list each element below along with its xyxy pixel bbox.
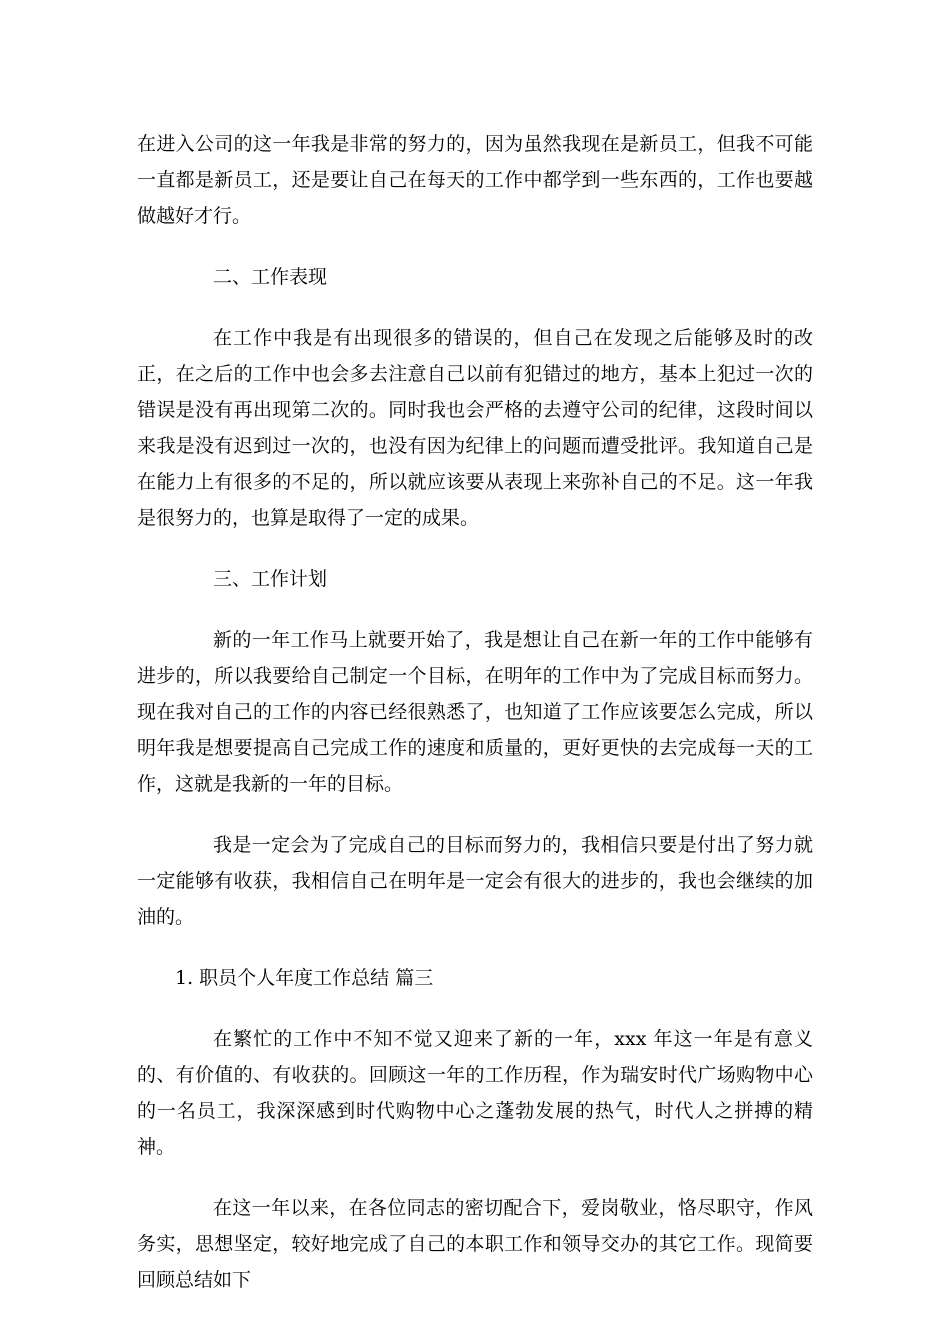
article-heading-part-three: 1. 职员个人年度工作总结 篇三: [175, 967, 434, 989]
document-body: [137, 126, 813, 1323]
paragraph-new-year-review: 在繁忙的工作中不知不觉又迎来了新的一年，xxx 年这一年是有意义的、有价值的、有收获的。回顾这一年的工作历程，作为瑞安时代广场购物中心的一名员工，我深深感到时代购物中心之蓬勃发展的热气，时代人之拼搏的精神。: [137, 1028, 813, 1158]
paragraph-intro: 在进入公司的这一年我是非常的努力的，因为虽然我现在是新员工，但我不可能一直都是新员工，还是要让自己在每天的工作中都学到一些东西的，工作也要越做越好才行。: [137, 133, 813, 227]
paragraph-goal-commitment: 我是一定会为了完成自己的目标而努力的，我相信只要是付出了努力就一定能够有收获，我相信自己在明年是一定会有很大的进步的，我也会继续的加油的。: [137, 834, 813, 928]
section-heading-work-performance: 二、工作表现: [213, 266, 328, 288]
paragraph-work-plan: 新的一年工作马上就要开始了，我是想让自己在新一年的工作中能够有进步的，所以我要给自己制定一个目标，在明年的工作中为了完成目标而努力。现在我对自己的工作的内容已经很熟悉了，也知道了工作应该要怎么完成，所以明年我是想要提高自己完成工作的速度和质量的，更好更快的去完成每一天的工作，这就是我新的一年的目标。: [137, 629, 813, 795]
paragraph-work-performance: 在工作中我是有出现很多的错误的，但自己在发现之后能够及时的改正，在之后的工作中也会多去注意自己以前有犯错过的地方，基本上犯过一次的错误是没有再出现第二次的。同时我也会严格的去遵守公司的纪律，这段时间以来我是没有迟到过一次的，也没有因为纪律上的问题而遭受批评。我知道自己是在能力上有很多的不足的，所以就应该要从表现上来弥补自己的不足。这一年我是很努力的，也算是取得了一定的成果。: [137, 327, 813, 529]
section-heading-work-plan: 三、工作计划: [213, 568, 328, 590]
paragraph-summary-intro: 在这一年以来，在各位同志的密切配合下，爱岗敬业，恪尽职守，作风务实，思想坚定，较好地完成了自己的本职工作和领导交办的其它工作。现简要回顾总结如下: [137, 1197, 813, 1291]
